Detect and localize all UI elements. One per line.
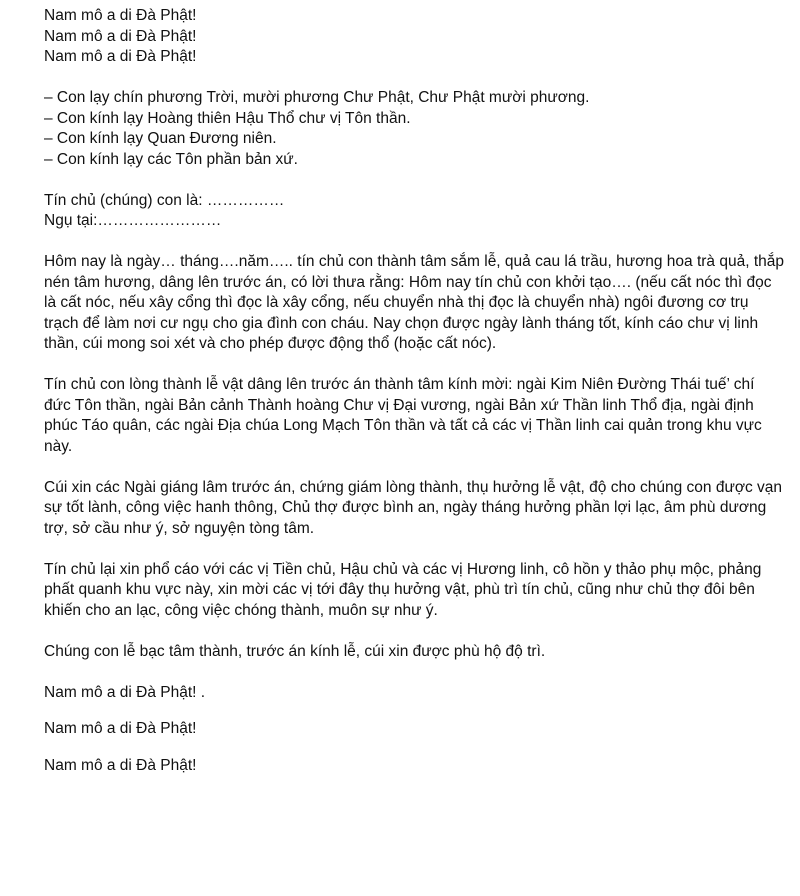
paragraph-date-announcement: Hôm nay là ngày… tháng….năm….. tín chủ con thành tâm sắm lễ, quả cau lá trầu, hương hoa trà quả, thắp nén tâm hương, dâng lên trước án, có lời thưa rằng: Hôm nay tín chủ con khởi tạo…. (nếu cất nóc thì đọc là cất nóc, nếu xây cổng thì đọc là xây cổng, nếu chuyển nhà thị đọc là chuyển nhà) ngôi đương cơ trụ trạch để làm nơi cư ngụ cho gia đình con cháu. Nay chọn được ngày lành tháng tốt, kính cáo chư vị linh thần, cúi mong soi xét và cho phép được động thổ (hoặc cất nóc). [44,253,784,352]
paragraph-invitation: Tín chủ con lòng thành lễ vật dâng lên trước án thành tâm kính mời: ngài Kim Niên Đường Thái tuế’ chí đức Tôn thần, ngài Bản cảnh Thành hoàng Chư vị Đại vương, ngài Bản xứ Thần linh Thổ địa, ngài định phúc Táo quân, các ngài Địa chúa Long Mạch Tôn thần và tất cả các vị Thần linh cai quản trong khu vực này. [44,376,762,455]
paragraph-final-offering: Chúng con lễ bạc tâm thành, trước án kính lễ, cúi xin được phù hộ độ trì. [44,642,546,660]
paragraph-spirit-notice: Tín chủ lại xin phổ cáo với các vị Tiền chủ, Hậu chủ và các vị Hương linh, cô hồn y thảo phụ mộc, phảng phất quanh khu vực này, xin mời các vị tới đây thụ hưởng vật, phù trì tín chủ, cũng như chủ thợ đôi bên khiến cho an lạc, công việc chóng thành, muôn sự như ý. [44,560,762,619]
prayer-document [44,6,784,776]
residence-line: Ngụ tại:…………………… [44,212,222,229]
opening-chant-2: Nam mô a di Đà Phật! [44,27,197,45]
invocation-3: – Con kính lạy Quan Đương niên. [44,130,277,147]
closing-chant-3: Nam mô a di Đà Phật! [44,756,197,774]
owner-line: Tín chủ (chúng) con là: …………… [44,191,285,209]
invocation-4: – Con kính lạy các Tôn phần bản xứ. [44,150,298,168]
paragraph-blessing-request: Cúi xin các Ngài giáng lâm trước án, chứng giám lòng thành, thụ hưởng lễ vật, độ cho chúng con được vạn sự tốt lành, công việc hanh thông, Chủ thợ được bình an, ngày tháng hưởng phần lợi lạc, âm phù dương trợ, sở cầu như ý, sở nguyện tòng tâm. [44,478,783,537]
opening-chant-3: Nam mô a di Đà Phật! [44,48,197,65]
invocation-1: – Con lạy chín phương Trời, mười phương Chư Phật, Chư Phật mười phương. [44,89,590,106]
closing-chant-1: Nam mô a di Đà Phật! . [44,683,206,701]
closing-chant-2: Nam mô a di Đà Phật! [44,720,197,737]
invocation-2: – Con kính lạy Hoàng thiên Hậu Thổ chư vị Tôn thần. [44,109,411,127]
opening-chant-1: Nam mô a di Đà Phật! [44,7,197,24]
